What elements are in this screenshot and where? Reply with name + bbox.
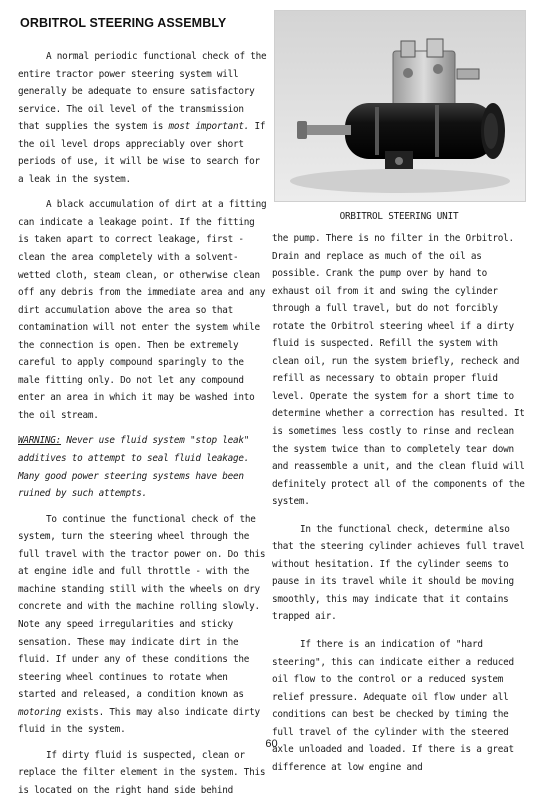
paragraph: If there is an indication of "hard steering", this can indicate either a reduced oil flow to the control or a reduced system relief pressure. Adequate oil flow under all conditions can best be checked by timing the full travel of the cylinder with the steered axle unloaded and loaded. If there is a great difference at low engine and	[272, 639, 514, 773]
paragraph: In the functional check, determine also that the steering cylinder achieves full travel without hesitation. If the cylinder seems to pause in its travel while it should be moving smoothly, this may indicate that it contains trapped air.	[272, 523, 525, 623]
warning-text: Never use fluid system "stop leak" additives to attempt to seal fluid leakage. Many good power steering systems have been ruined by such attempts.	[18, 435, 250, 500]
paragraph: A black accumulation of dirt at a fitting can indicate a leakage point. If the fitting is taken apart to correct leakage, first - clean the area completely with a solvent-wetted cloth, steam clean, or otherwise clean off any debris from the immediate area and any dirt accumulation above the area so that contamination will not enter the system while the connection is open. Then be extremely careful to apply compound sparingly to the male fitting only. Do not let any compound enter an area in which it may be washed into the oil stream.	[18, 199, 267, 421]
left-column	[18, 48, 270, 799]
orbitrol-unit-illustration	[275, 11, 525, 201]
page-number: 60	[265, 738, 278, 750]
paragraph-text: If the oil level drops appreciably over short periods of use, it will be wise to search for a leak in the system.	[18, 121, 266, 185]
paragraph: If dirty fluid is suspected, clean or replace the filter element in the system. This is located on the right hand side behind	[18, 749, 266, 796]
emphasis-text: motoring	[18, 706, 62, 718]
orbitrol-unit-photo	[274, 10, 526, 202]
emphasis-text: most important.	[168, 121, 250, 133]
warning-label: WARNING:	[18, 435, 62, 447]
warning-paragraph	[18, 432, 270, 502]
paragraph-text: To continue the functional check of the system, turn the steering wheel through the full travel with the tractor power on. Do this at engine idle and full throttle - with the machine standing still with the wheels on dry concrete and with the machine rolling slowly. Note any speed irregularities and sticky sensation. These may indicate dirt in the fluid. If under any of these conditions the steering wheel continues to rotate when started and released, a condition known as	[18, 513, 266, 701]
section-heading	[20, 16, 226, 30]
right-column	[272, 230, 526, 776]
photo-caption: ORBITROL STEERING UNIT	[339, 211, 459, 222]
paragraph	[18, 511, 270, 739]
paragraph-text: A normal periodic functional check of the entire tractor power steering system will generally be adequate to ensure satisfactory service. The oil level of the transmission that supplies the system is	[18, 51, 267, 133]
heading-rest: STEERING ASSEMBLY	[89, 16, 227, 30]
heading-prefix: ORBITROL	[20, 16, 86, 30]
paragraph: the pump. There is no filter in the Orbitrol. Drain and replace as much of the oil as possible. Crank the pump over by hand to exhaust oil from it and swing the cylinder through a full travel, but do not forcibly rotate the Orbitrol steering wheel if a dirty fluid is suspected. Refill the system with clean oil, run the system briefly, recheck and refill as necessary to obtain proper fluid level. Operate the system for a short time to determine whether a correction has resulted. It is sometimes less costly to rinse and reclean the system twice than to completely tear down and reassemble a unit, and the clean fluid will definitely protect all of the components of the system.	[272, 233, 525, 508]
paragraph	[18, 48, 270, 188]
paragraph-text: exists. This may also indicate dirty fluid in the system.	[18, 706, 260, 736]
